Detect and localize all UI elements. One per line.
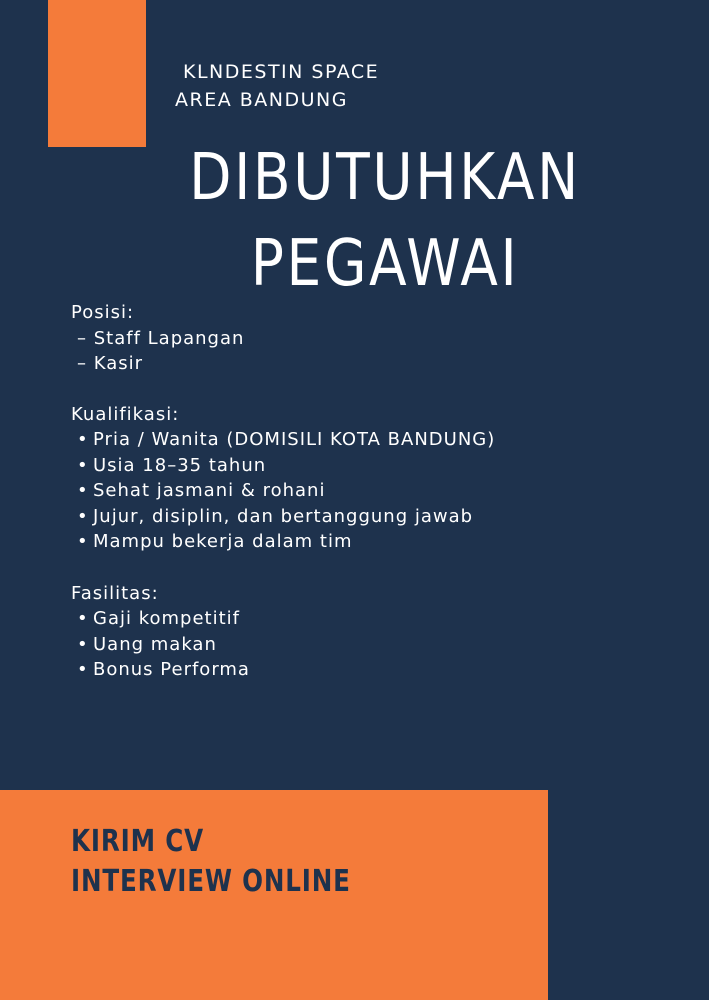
kualifikasi-item [71, 529, 495, 555]
bullet-icon: • [77, 454, 89, 476]
posisi-item: – Kasir [77, 353, 144, 374]
kualifikasi-heading: Kualifikasi: [71, 403, 180, 425]
bullet-icon: • [77, 608, 89, 629]
kualifikasi-item [71, 504, 495, 530]
cta-line2: INTERVIEW ONLINE [71, 864, 351, 899]
kualifikasi-item [71, 453, 495, 479]
kualifikasi-item-text: Usia 18–35 tahun [93, 454, 267, 476]
section-kualifikasi [71, 402, 495, 555]
company-name [175, 58, 379, 114]
fasilitas-item [71, 657, 495, 683]
headline [54, 135, 709, 307]
company-name-line1: KLNDESTIN SPACE [183, 61, 380, 83]
cta-line1: KIRIM CV [71, 824, 205, 859]
fasilitas-item-text: Gaji kompetitif [93, 608, 240, 629]
bullet-icon: • [77, 659, 89, 680]
fasilitas-item [71, 632, 495, 658]
posisi-item: – Staff Lapangan [77, 327, 245, 349]
company-area-line: AREA BANDUNG [175, 89, 348, 111]
posisi-heading: Posisi: [71, 302, 135, 323]
kualifikasi-item [71, 478, 495, 504]
kualifikasi-item-text: Jujur, disiplin, dan bertanggung jawab [93, 505, 474, 527]
kualifikasi-item-text: Pria / Wanita (DOMISILI KOTA BANDUNG) [93, 429, 496, 450]
section-fasilitas [71, 581, 495, 683]
cta-text [71, 822, 351, 902]
fasilitas-item-text: Uang makan [93, 633, 217, 655]
fasilitas-heading: Fasilitas: [71, 582, 159, 604]
bullet-icon: • [77, 633, 89, 655]
accent-block-top [48, 0, 146, 147]
fasilitas-item-text: Bonus Performa [93, 659, 250, 680]
bullet-icon: • [77, 429, 89, 450]
kualifikasi-item-text: Mampu bekerja dalam tim [93, 531, 353, 552]
headline-line2: PEGAWAI [250, 227, 520, 301]
kualifikasi-item-text: Sehat jasmani & rohani [93, 480, 326, 501]
bullet-icon: • [77, 531, 89, 552]
bullet-icon: • [77, 505, 89, 527]
section-posisi [71, 300, 495, 377]
bullet-icon: • [77, 480, 89, 501]
headline-line1: DIBUTUHKAN [189, 141, 581, 215]
fasilitas-item [71, 606, 495, 632]
job-details [71, 300, 495, 708]
kualifikasi-item [71, 427, 495, 453]
